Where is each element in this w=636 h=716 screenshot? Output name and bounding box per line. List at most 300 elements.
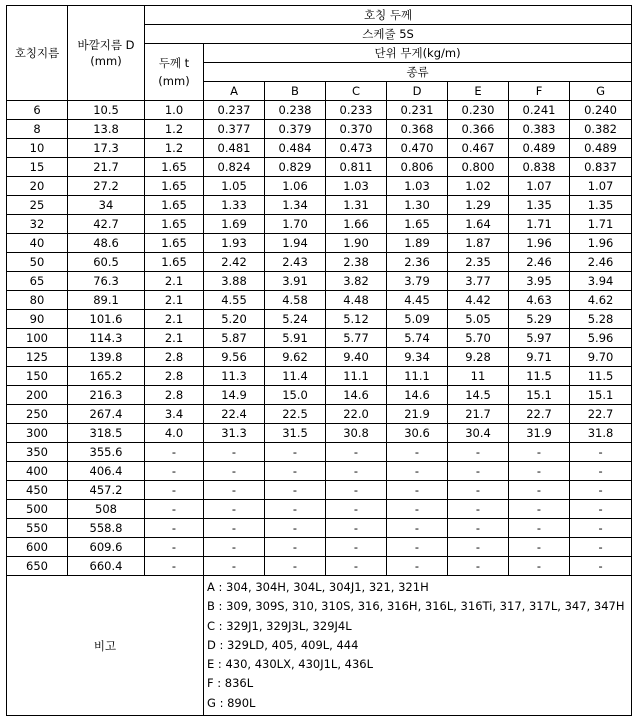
table-row	[7, 519, 632, 538]
weight-cell-e: -	[448, 462, 509, 481]
weight-cell-e: 1.02	[448, 177, 509, 196]
weight-cell-d: -	[387, 462, 448, 481]
thickness-cell: 1.2	[145, 120, 204, 139]
table-row	[7, 177, 632, 196]
weight-cell-a: 5.87	[204, 329, 265, 348]
weight-cell-g: 0.489	[570, 139, 632, 158]
pipe-weight-table	[6, 5, 632, 716]
weight-cell-c: 9.40	[326, 348, 387, 367]
weight-cell-e: -	[448, 443, 509, 462]
weight-cell-b: 4.58	[265, 291, 326, 310]
header-grade-a: A	[204, 82, 265, 101]
weight-cell-a: -	[204, 443, 265, 462]
table-row	[7, 291, 632, 310]
outer-diameter-cell: 101.6	[68, 310, 145, 329]
weight-cell-g: 0.837	[570, 158, 632, 177]
weight-cell-b: 0.379	[265, 120, 326, 139]
header-outer-diameter	[68, 6, 145, 101]
header-grade-b: B	[265, 82, 326, 101]
weight-cell-f: -	[509, 462, 570, 481]
weight-cell-c: -	[326, 519, 387, 538]
table-row	[7, 310, 632, 329]
weight-cell-d: 11.1	[387, 367, 448, 386]
table-row	[7, 348, 632, 367]
weight-cell-f: 11.5	[509, 367, 570, 386]
weight-cell-a: -	[204, 519, 265, 538]
weight-cell-f: 0.383	[509, 120, 570, 139]
weight-cell-g: 1.71	[570, 215, 632, 234]
weight-cell-f: -	[509, 557, 570, 576]
weight-cell-g: 9.70	[570, 348, 632, 367]
nominal-size-cell: 10	[7, 139, 68, 158]
weight-cell-f: 0.241	[509, 101, 570, 120]
weight-cell-a: 0.481	[204, 139, 265, 158]
outer-diameter-label: 바깥지름 D	[77, 38, 135, 52]
weight-cell-f: 22.7	[509, 405, 570, 424]
header-thickness	[145, 44, 204, 101]
outer-diameter-cell: 48.6	[68, 234, 145, 253]
thickness-cell: -	[145, 538, 204, 557]
weight-cell-d: -	[387, 500, 448, 519]
weight-cell-d: 0.806	[387, 158, 448, 177]
nominal-size-cell: 150	[7, 367, 68, 386]
weight-cell-g: 1.35	[570, 196, 632, 215]
remarks-label: 비고	[7, 576, 204, 716]
thickness-cell: 1.65	[145, 234, 204, 253]
weight-cell-f: -	[509, 500, 570, 519]
weight-cell-f: 4.63	[509, 291, 570, 310]
weight-cell-c: 0.473	[326, 139, 387, 158]
weight-cell-d: 1.30	[387, 196, 448, 215]
weight-cell-a: 9.56	[204, 348, 265, 367]
table-row	[7, 367, 632, 386]
outer-diameter-cell: 21.7	[68, 158, 145, 177]
nominal-size-cell: 6	[7, 101, 68, 120]
weight-cell-a: 0.237	[204, 101, 265, 120]
outer-diameter-cell: 139.8	[68, 348, 145, 367]
weight-cell-d: -	[387, 557, 448, 576]
weight-cell-g: -	[570, 519, 632, 538]
weight-cell-c: 0.811	[326, 158, 387, 177]
thickness-cell: -	[145, 557, 204, 576]
weight-cell-e: -	[448, 519, 509, 538]
thickness-cell: 1.65	[145, 253, 204, 272]
header-grade-g: G	[570, 82, 632, 101]
weight-cell-g: 2.46	[570, 253, 632, 272]
weight-cell-g: -	[570, 481, 632, 500]
weight-cell-f: 0.489	[509, 139, 570, 158]
nominal-size-cell: 32	[7, 215, 68, 234]
weight-cell-f: 1.07	[509, 177, 570, 196]
weight-cell-c: 14.6	[326, 386, 387, 405]
table-row	[7, 481, 632, 500]
weight-cell-b: -	[265, 519, 326, 538]
remark-line: C : 329J1, 329J3L, 329J4L	[207, 618, 352, 633]
weight-cell-e: 14.5	[448, 386, 509, 405]
table-row	[7, 272, 632, 291]
weight-cell-a: 31.3	[204, 424, 265, 443]
weight-cell-c: 0.233	[326, 101, 387, 120]
weight-cell-b: 1.70	[265, 215, 326, 234]
weight-cell-b: -	[265, 481, 326, 500]
weight-cell-a: 22.4	[204, 405, 265, 424]
nominal-size-cell: 90	[7, 310, 68, 329]
thickness-cell: -	[145, 500, 204, 519]
weight-cell-e: 1.87	[448, 234, 509, 253]
thickness-cell: 1.65	[145, 196, 204, 215]
weight-cell-a: 1.93	[204, 234, 265, 253]
weight-cell-g: -	[570, 443, 632, 462]
weight-cell-f: 5.29	[509, 310, 570, 329]
weight-cell-g: 31.8	[570, 424, 632, 443]
weight-cell-g: -	[570, 462, 632, 481]
weight-cell-g: 22.7	[570, 405, 632, 424]
weight-cell-d: 3.79	[387, 272, 448, 291]
weight-cell-f: -	[509, 538, 570, 557]
thickness-cell: 2.1	[145, 291, 204, 310]
weight-cell-b: 1.06	[265, 177, 326, 196]
nominal-size-cell: 500	[7, 500, 68, 519]
weight-cell-a: -	[204, 500, 265, 519]
outer-diameter-cell: 318.5	[68, 424, 145, 443]
weight-cell-e: -	[448, 481, 509, 500]
weight-cell-f: 0.838	[509, 158, 570, 177]
weight-cell-e: 9.28	[448, 348, 509, 367]
nominal-size-cell: 15	[7, 158, 68, 177]
weight-cell-a: -	[204, 538, 265, 557]
weight-cell-a: 5.20	[204, 310, 265, 329]
weight-cell-c: 2.38	[326, 253, 387, 272]
header-nominal-thickness: 호칭 두께	[145, 6, 632, 25]
weight-cell-g: 5.28	[570, 310, 632, 329]
weight-cell-c: 1.31	[326, 196, 387, 215]
table-row	[7, 405, 632, 424]
table-row	[7, 462, 632, 481]
outer-diameter-cell: 660.4	[68, 557, 145, 576]
weight-cell-f: 1.71	[509, 215, 570, 234]
weight-cell-f: 2.46	[509, 253, 570, 272]
weight-cell-f: -	[509, 519, 570, 538]
weight-cell-b: -	[265, 443, 326, 462]
weight-cell-d: -	[387, 538, 448, 557]
weight-cell-c: 0.370	[326, 120, 387, 139]
weight-cell-e: 1.64	[448, 215, 509, 234]
weight-cell-a: 4.55	[204, 291, 265, 310]
weight-cell-f: -	[509, 481, 570, 500]
weight-cell-e: 4.42	[448, 291, 509, 310]
table-row	[7, 215, 632, 234]
outer-diameter-cell: 27.2	[68, 177, 145, 196]
weight-cell-e: 0.800	[448, 158, 509, 177]
weight-cell-g: 3.94	[570, 272, 632, 291]
weight-cell-d: 14.6	[387, 386, 448, 405]
weight-cell-g: 1.07	[570, 177, 632, 196]
weight-cell-c: -	[326, 462, 387, 481]
weight-cell-d: 0.231	[387, 101, 448, 120]
header-grade-f: F	[509, 82, 570, 101]
nominal-size-cell: 200	[7, 386, 68, 405]
weight-cell-e: 30.4	[448, 424, 509, 443]
thickness-cell: 2.8	[145, 367, 204, 386]
table-row	[7, 234, 632, 253]
thickness-cell: 2.1	[145, 272, 204, 291]
header-nominal-size: 호칭지름	[7, 6, 68, 101]
weight-cell-b: 5.24	[265, 310, 326, 329]
remark-line: B : 309, 309S, 310, 310S, 316, 316H, 316L, 316Ti, 317, 317L, 347, 347H	[207, 599, 625, 614]
weight-cell-c: 11.1	[326, 367, 387, 386]
thickness-cell: -	[145, 462, 204, 481]
outer-diameter-cell: 457.2	[68, 481, 145, 500]
nominal-size-cell: 8	[7, 120, 68, 139]
weight-cell-e: 3.77	[448, 272, 509, 291]
table-row	[7, 196, 632, 215]
weight-cell-c: 1.03	[326, 177, 387, 196]
weight-cell-g: 0.240	[570, 101, 632, 120]
weight-cell-g: 0.382	[570, 120, 632, 139]
weight-cell-f: 1.96	[509, 234, 570, 253]
weight-cell-g: 11.5	[570, 367, 632, 386]
nominal-size-cell: 300	[7, 424, 68, 443]
weight-cell-f: 1.35	[509, 196, 570, 215]
weight-cell-b: 2.43	[265, 253, 326, 272]
weight-cell-f: 31.9	[509, 424, 570, 443]
weight-cell-d: 1.65	[387, 215, 448, 234]
weight-cell-b: 31.5	[265, 424, 326, 443]
weight-cell-a: 14.9	[204, 386, 265, 405]
outer-diameter-cell: 114.3	[68, 329, 145, 348]
thickness-cell: 1.2	[145, 139, 204, 158]
thickness-cell: 2.1	[145, 329, 204, 348]
weight-cell-a: -	[204, 557, 265, 576]
outer-diameter-cell: 10.5	[68, 101, 145, 120]
outer-diameter-cell: 17.3	[68, 139, 145, 158]
outer-diameter-cell: 216.3	[68, 386, 145, 405]
weight-cell-c: -	[326, 443, 387, 462]
weight-cell-b: -	[265, 538, 326, 557]
nominal-size-cell: 450	[7, 481, 68, 500]
outer-diameter-cell: 508	[68, 500, 145, 519]
thickness-cell: 2.1	[145, 310, 204, 329]
weight-cell-d: 0.470	[387, 139, 448, 158]
table-row	[7, 443, 632, 462]
weight-cell-d: 30.6	[387, 424, 448, 443]
weight-cell-e: 5.05	[448, 310, 509, 329]
weight-cell-a: 3.88	[204, 272, 265, 291]
nominal-size-cell: 550	[7, 519, 68, 538]
weight-cell-e: -	[448, 557, 509, 576]
weight-cell-b: 0.829	[265, 158, 326, 177]
weight-cell-g: 1.96	[570, 234, 632, 253]
remark-line: E : 430, 430LX, 430J1L, 436L	[207, 657, 373, 672]
weight-cell-e: -	[448, 538, 509, 557]
remark-line: A : 304, 304H, 304L, 304J1, 321, 321H	[207, 580, 429, 594]
weight-cell-c: -	[326, 557, 387, 576]
weight-cell-g: 5.96	[570, 329, 632, 348]
weight-cell-a: 0.824	[204, 158, 265, 177]
nominal-size-cell: 250	[7, 405, 68, 424]
weight-cell-c: -	[326, 481, 387, 500]
weight-cell-e: 11	[448, 367, 509, 386]
weight-cell-e: 0.230	[448, 101, 509, 120]
thickness-unit: (mm)	[158, 74, 190, 88]
weight-cell-g: -	[570, 557, 632, 576]
header-grade-e: E	[448, 82, 509, 101]
weight-cell-a: 11.3	[204, 367, 265, 386]
weight-cell-d: -	[387, 481, 448, 500]
weight-cell-d: 9.34	[387, 348, 448, 367]
weight-cell-c: 30.8	[326, 424, 387, 443]
weight-cell-g: -	[570, 538, 632, 557]
table-row	[7, 329, 632, 348]
outer-diameter-cell: 89.1	[68, 291, 145, 310]
outer-diameter-cell: 609.6	[68, 538, 145, 557]
weight-cell-b: 15.0	[265, 386, 326, 405]
outer-diameter-cell: 42.7	[68, 215, 145, 234]
weight-cell-a: 1.33	[204, 196, 265, 215]
weight-cell-b: 1.94	[265, 234, 326, 253]
nominal-size-cell: 80	[7, 291, 68, 310]
weight-cell-f: 9.71	[509, 348, 570, 367]
weight-cell-g: -	[570, 500, 632, 519]
weight-cell-d: 21.9	[387, 405, 448, 424]
weight-cell-c: -	[326, 500, 387, 519]
weight-cell-b: -	[265, 500, 326, 519]
weight-cell-c: 5.12	[326, 310, 387, 329]
header-type: 종류	[204, 63, 632, 82]
nominal-size-cell: 125	[7, 348, 68, 367]
table-row	[7, 386, 632, 405]
remark-line: F : 836L	[207, 676, 254, 691]
weight-cell-b: 22.5	[265, 405, 326, 424]
weight-cell-b: 0.238	[265, 101, 326, 120]
weight-cell-d: 1.03	[387, 177, 448, 196]
weight-cell-e: 2.35	[448, 253, 509, 272]
header-grade-c: C	[326, 82, 387, 101]
thickness-cell: 2.8	[145, 348, 204, 367]
table-row	[7, 500, 632, 519]
weight-cell-d: 2.36	[387, 253, 448, 272]
weight-cell-c: 4.48	[326, 291, 387, 310]
weight-cell-e: -	[448, 500, 509, 519]
nominal-size-cell: 600	[7, 538, 68, 557]
weight-cell-e: 0.467	[448, 139, 509, 158]
weight-cell-d: 0.368	[387, 120, 448, 139]
remarks-content	[204, 576, 632, 716]
outer-diameter-cell: 558.8	[68, 519, 145, 538]
weight-cell-c: 1.66	[326, 215, 387, 234]
nominal-size-cell: 100	[7, 329, 68, 348]
weight-cell-d: 1.89	[387, 234, 448, 253]
outer-diameter-cell: 60.5	[68, 253, 145, 272]
weight-cell-c: -	[326, 538, 387, 557]
weight-cell-b: 11.4	[265, 367, 326, 386]
weight-cell-d: -	[387, 519, 448, 538]
weight-cell-b: 0.484	[265, 139, 326, 158]
remark-line: G : 890L	[207, 695, 256, 710]
weight-cell-b: 5.91	[265, 329, 326, 348]
nominal-size-cell: 650	[7, 557, 68, 576]
thickness-cell: 2.8	[145, 386, 204, 405]
table-row	[7, 253, 632, 272]
outer-diameter-cell: 13.8	[68, 120, 145, 139]
weight-cell-c: 3.82	[326, 272, 387, 291]
weight-cell-f: 15.1	[509, 386, 570, 405]
header-unit-weight: 단위 무게(kg/m)	[204, 44, 632, 63]
header-schedule: 스케줄 5S	[145, 25, 632, 44]
table-row	[7, 101, 632, 120]
outer-diameter-cell: 355.6	[68, 443, 145, 462]
thickness-cell: 4.0	[145, 424, 204, 443]
weight-cell-c: 22.0	[326, 405, 387, 424]
thickness-cell: 1.0	[145, 101, 204, 120]
weight-cell-d: 5.09	[387, 310, 448, 329]
table-row	[7, 424, 632, 443]
weight-cell-a: -	[204, 481, 265, 500]
weight-cell-e: 21.7	[448, 405, 509, 424]
nominal-size-cell: 25	[7, 196, 68, 215]
weight-cell-f: -	[509, 443, 570, 462]
weight-cell-a: 0.377	[204, 120, 265, 139]
nominal-size-cell: 50	[7, 253, 68, 272]
outer-diameter-cell: 34	[68, 196, 145, 215]
thickness-label: 두께 t	[158, 56, 190, 70]
weight-cell-b: 9.62	[265, 348, 326, 367]
table-row	[7, 158, 632, 177]
weight-cell-e: 0.366	[448, 120, 509, 139]
thickness-cell: -	[145, 481, 204, 500]
weight-cell-g: 15.1	[570, 386, 632, 405]
weight-cell-d: 4.45	[387, 291, 448, 310]
weight-cell-b: 1.34	[265, 196, 326, 215]
thickness-cell: -	[145, 519, 204, 538]
table-row	[7, 538, 632, 557]
thickness-cell: -	[145, 443, 204, 462]
outer-diameter-cell: 406.4	[68, 462, 145, 481]
table-row	[7, 120, 632, 139]
weight-cell-d: 5.74	[387, 329, 448, 348]
outer-diameter-cell: 165.2	[68, 367, 145, 386]
weight-cell-a: -	[204, 462, 265, 481]
nominal-size-cell: 40	[7, 234, 68, 253]
header-grade-d: D	[387, 82, 448, 101]
thickness-cell: 1.65	[145, 158, 204, 177]
thickness-cell: 1.65	[145, 177, 204, 196]
weight-cell-b: -	[265, 462, 326, 481]
weight-cell-f: 3.95	[509, 272, 570, 291]
nominal-size-cell: 350	[7, 443, 68, 462]
weight-cell-b: -	[265, 557, 326, 576]
weight-cell-g: 4.62	[570, 291, 632, 310]
weight-cell-d: -	[387, 443, 448, 462]
nominal-size-cell: 20	[7, 177, 68, 196]
thickness-cell: 3.4	[145, 405, 204, 424]
weight-cell-f: 5.97	[509, 329, 570, 348]
weight-cell-b: 3.91	[265, 272, 326, 291]
weight-cell-a: 2.42	[204, 253, 265, 272]
weight-cell-a: 1.69	[204, 215, 265, 234]
nominal-size-cell: 65	[7, 272, 68, 291]
remark-line: D : 329LD, 405, 409L, 444	[207, 637, 359, 652]
outer-diameter-cell: 76.3	[68, 272, 145, 291]
weight-cell-e: 5.70	[448, 329, 509, 348]
weight-cell-a: 1.05	[204, 177, 265, 196]
table-row	[7, 557, 632, 576]
thickness-cell: 1.65	[145, 215, 204, 234]
weight-cell-e: 1.29	[448, 196, 509, 215]
weight-cell-c: 1.90	[326, 234, 387, 253]
outer-diameter-unit: (mm)	[90, 54, 122, 68]
outer-diameter-cell: 267.4	[68, 405, 145, 424]
